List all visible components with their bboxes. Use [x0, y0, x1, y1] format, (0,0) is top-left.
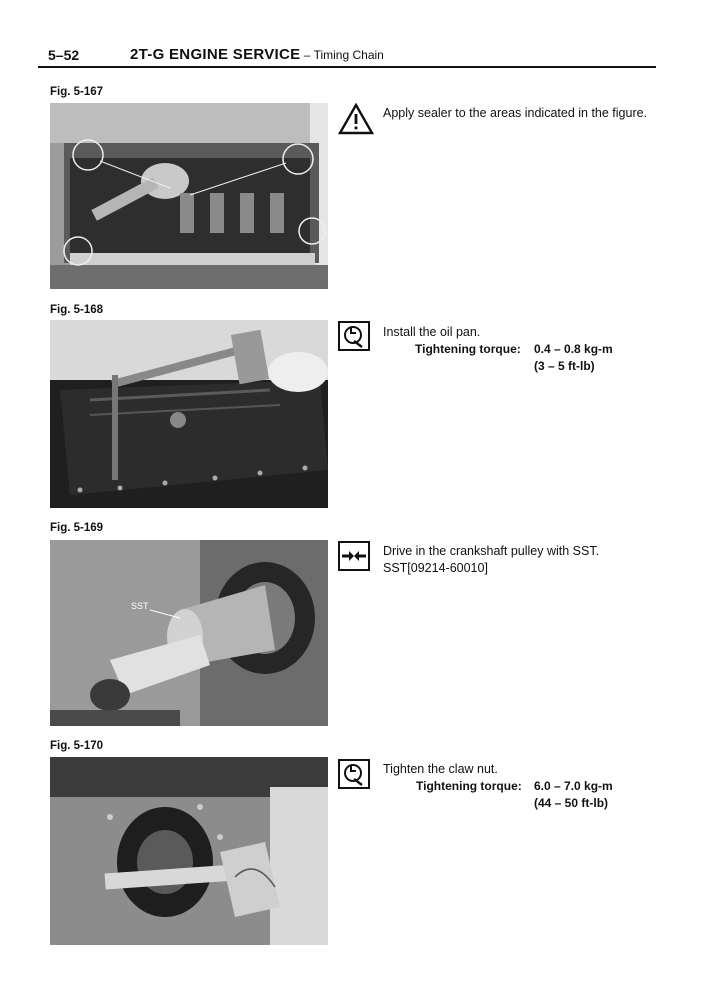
torque-wrench-glyph-2: [340, 761, 368, 787]
torque-wrench-glyph: [340, 323, 368, 349]
press-in-arrows-glyph: [340, 543, 368, 569]
sst-photo-label: SST: [131, 601, 149, 611]
claw-nut-photo: [50, 757, 328, 945]
torque-wrench-icon: [338, 321, 370, 351]
page-title-main: 2T-G ENGINE SERVICE: [130, 46, 301, 63]
page-header: [38, 46, 658, 68]
torque-value-imperial-2: (44 – 50 ft-lb): [534, 796, 609, 810]
torque-label-2: Tightening torque:: [416, 779, 522, 793]
figure-label-5-169: Fig. 5-169: [50, 522, 104, 534]
figure-photo-5-169: [50, 540, 328, 726]
page-number: 5–52: [48, 47, 80, 63]
figure-label-5-170: Fig. 5-170: [50, 740, 104, 752]
figure-photo-5-167: [50, 103, 328, 289]
header-rule: [38, 66, 656, 68]
torque-spec-5-170: [383, 779, 663, 813]
figure-label-5-167: Fig. 5-167: [50, 86, 104, 98]
page-title-sub: – Timing Chain: [300, 48, 384, 62]
crankshaft-pulley-photo: [50, 540, 328, 726]
sst-part-number: SST[09214-60010]: [383, 561, 488, 575]
instruction-5-170: Tighten the claw nut.: [383, 762, 498, 776]
figure-photo-5-170: [50, 757, 328, 945]
page-title: [130, 46, 384, 63]
oil-pan-photo: [50, 320, 328, 508]
figure-photo-5-168: [50, 320, 328, 508]
instruction-5-168: Install the oil pan.: [383, 325, 481, 339]
torque-value-metric-2: 6.0 – 7.0 kg-m: [534, 779, 613, 793]
press-in-arrows-icon: [338, 541, 370, 571]
torque-value-metric: 0.4 – 0.8 kg-m: [534, 342, 613, 356]
instruction-5-167: Apply sealer to the areas indicated in the figure.: [383, 106, 648, 120]
torque-wrench-icon-2: [338, 759, 370, 789]
torque-value-imperial: (3 – 5 ft-lb): [534, 359, 595, 373]
torque-label: Tightening torque:: [415, 342, 521, 356]
engine-block-photo: [50, 103, 328, 289]
figure-label-5-168: Fig. 5-168: [50, 304, 104, 316]
torque-spec-5-168: [383, 342, 663, 376]
instruction-5-169: Drive in the crankshaft pulley with SST.: [383, 544, 600, 558]
warning-triangle-icon: [338, 103, 374, 135]
